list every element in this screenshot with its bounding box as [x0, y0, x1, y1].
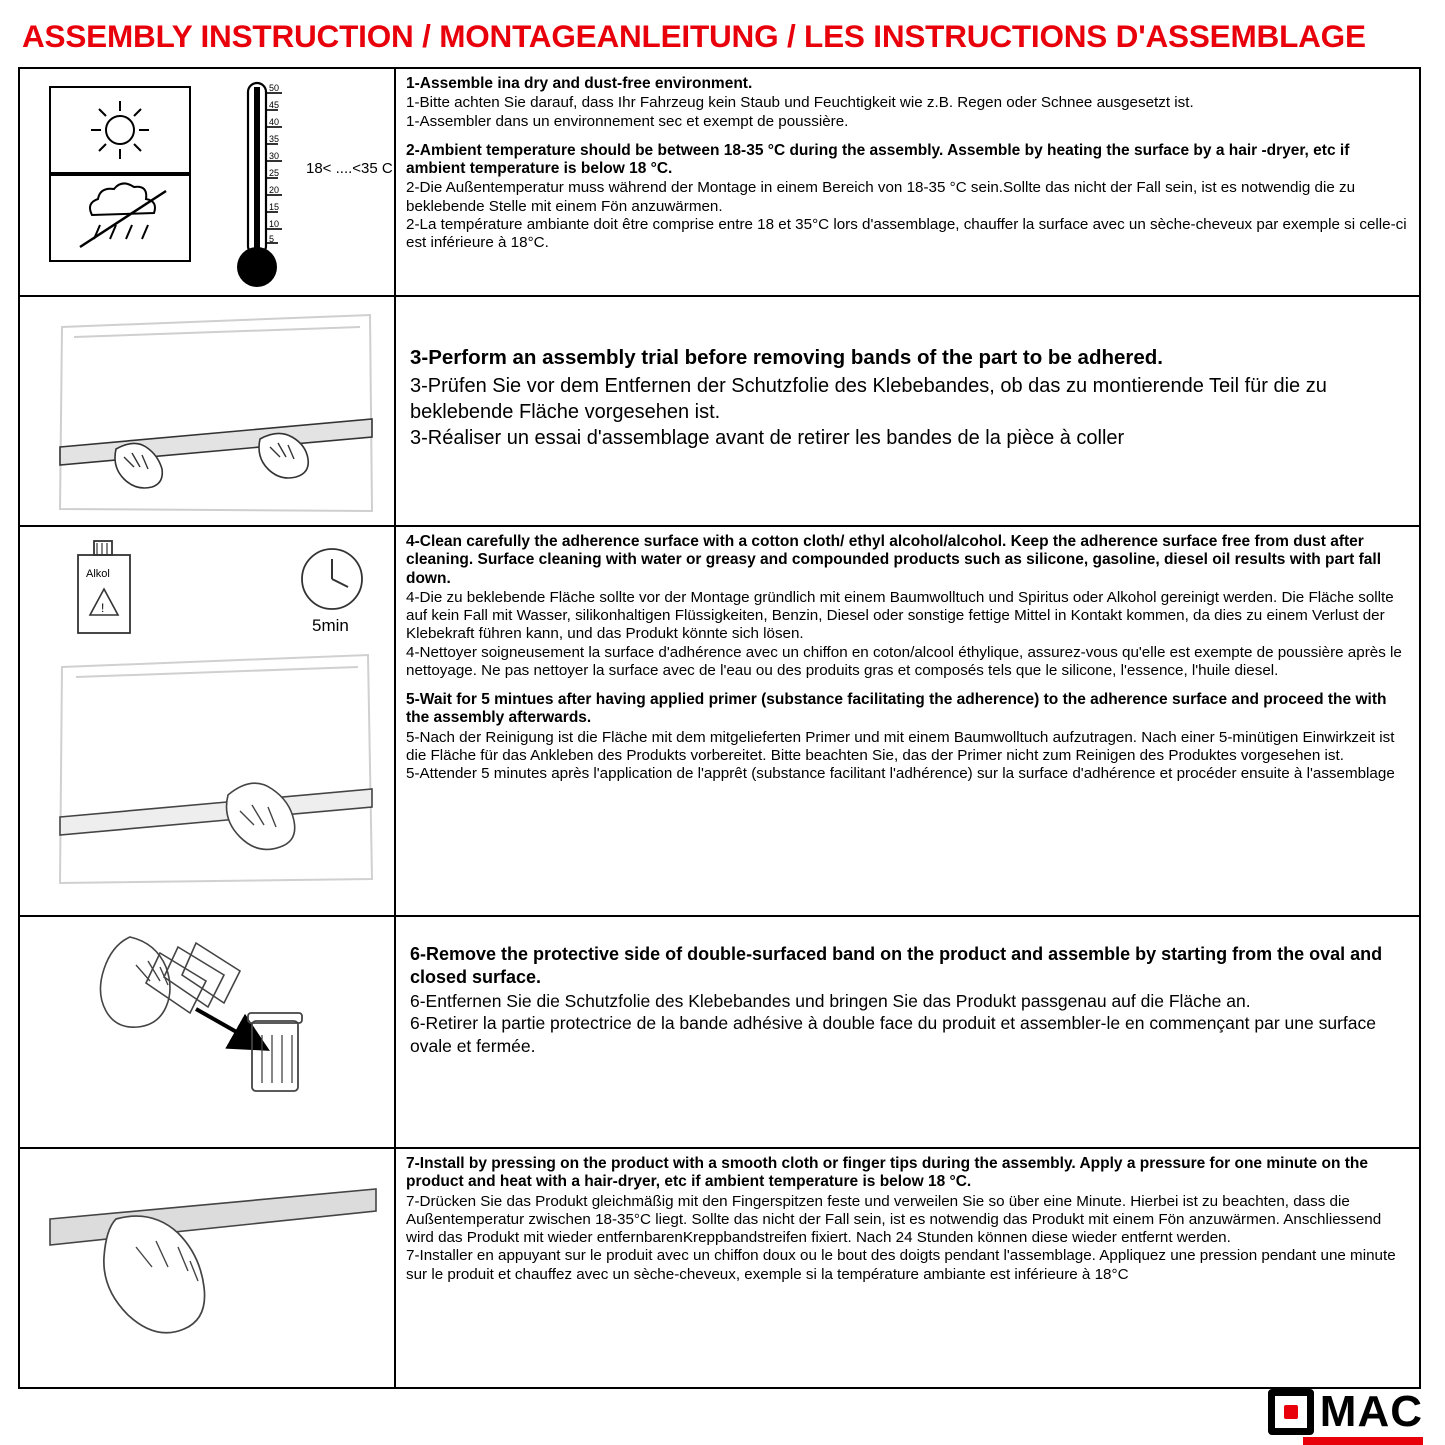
clock-label: 5min	[312, 616, 349, 635]
step-5-de: 5-Nach der Reinigung ist die Fläche mit dem mitgelieferten Primer und mit einem Baumwolltuch aufzutragen. Nach einer 5-minütigen Einwirkzeit ist die Fläche für das Ankleben des Produkts vorbereitet. Bitte beachten Sie, das der Primer nicht zum Reinigen des Produktes vorgesehen ist.	[406, 728, 1395, 764]
illustration-press-product	[20, 1149, 396, 1387]
step-7-de: 7-Drücken Sie das Produkt gleichmäßig mit den Fingerspitzen feste und verweilen Sie so über eine Minute. Hierbei ist zu beachten, dass die Außentemperatur zwischen 18-35°C liegt. Sollte das nicht der Fall sein, ist es notwendig das Produkt mit einem Fön anzuwärmen. Anschliessend wird das Produkt mit wieder entfernbarenKreppbandstreifen fixiert. Nach 24 Stunden können diese wieder entfernt werden.	[406, 1192, 1382, 1247]
step-7-fr: 7-Installer en appuyant sur le produit avec un chiffon doux ou le bout des doigts pendant l'assemblage. Appliquez une pression pendant une minute sur le produit et chauffez avec un sèche-cheveux, exemple si la température ambiante est inférieure à 18°C	[406, 1247, 1396, 1283]
table-row	[20, 297, 1419, 527]
bottle-label: Alkol	[86, 568, 110, 580]
svg-text:!: !	[101, 601, 105, 615]
svg-text:50: 50	[269, 83, 280, 93]
omac-logo	[1268, 1387, 1423, 1437]
step-7-head: 7-Install by pressing on the product with a smooth cloth or finger tips during the assembly. Apply a pressure for one minute on the product and heat with a hair-dryer, etc if ambient temperature is below 18 °C.	[406, 1155, 1368, 1191]
instruction-text-4-5	[396, 527, 1419, 915]
step-2-head: 2-Ambient temperature should be between 18-35 °C during the assembly. Assemble by heating the surface by a hair -dryer, etc if ambient temperature is below 18 °C.	[406, 141, 1350, 178]
instruction-text-3	[396, 297, 1419, 525]
svg-text:25: 25	[269, 168, 280, 178]
step-4-de: 4-Die zu beklebende Fläche sollte vor der Montage gründlich mit einem Baumwolltuch und Spiritus oder Alkohol gereinigt werden. Die Fläche sollte auf kein Fall mit Wasser, silikonhaltigen Flüssigkeiten, Benzin, Diesel oder sonstige fettige Mittel in Kontakt kommen, da dies zu einem Verlust der Klebekraft führen kann, und das Produkt könnte sich lösen.	[406, 588, 1394, 643]
svg-text:20: 20	[269, 185, 280, 195]
instruction-text-7	[396, 1149, 1419, 1387]
logo-o-mark	[1268, 1389, 1314, 1435]
table-row	[20, 527, 1419, 917]
step-2-de: 2-Die Außentemperatur muss während der Montage in einem Bereich von 18-35 °C sein.Sollte das nicht der Fall sein, ist es notwendig die zu beklebende Stelle mit einem Fön anzuwärmen.	[406, 179, 1356, 215]
svg-text:10: 10	[269, 219, 280, 229]
temperature-range-label: 18< ....<35 C	[306, 160, 393, 177]
illustration-assembly-trial	[20, 297, 396, 525]
svg-text:35: 35	[269, 134, 280, 144]
svg-text:5: 5	[269, 234, 275, 244]
instruction-text-6	[396, 917, 1419, 1147]
step-1-fr: 1-Assembler dans un environnement sec et exempt de poussière.	[406, 112, 849, 130]
instruction-text-1	[396, 69, 1419, 295]
step-6-fr: 6-Retirer la partie protectrice de la bande adhésive à double face du produit et assembler-le en commençant par une surface ovale et fermée.	[410, 1013, 1376, 1056]
step-1-head: 1-Assemble ina dry and dust-free environment.	[406, 75, 753, 92]
step-3-de: 3-Prüfen Sie vor dem Entfernen der Schutzfolie des Klebebandes, ob das zu montierende Teil für die zu beklebende Fläche vorgesehen ist.	[410, 374, 1327, 423]
svg-text:15: 15	[269, 202, 280, 212]
table-row	[20, 917, 1419, 1149]
step-2-fr: 2-La température ambiante doit être comprise entre 18 et 35°C lors d'assemblage, chauffer la surface avec un sèche-cheveux par exemple si celle-ci est inférieure à 18°C.	[406, 215, 1407, 252]
step-4-head: 4-Clean carefully the adherence surface with a cotton cloth/ ethyl alcohol/alcohol. Keep the adherence surface free from dust after cleaning. Surface cleaning with water or greasy and compounded products such as silicone, gasoline, diesel oil results with part fall down.	[406, 533, 1382, 587]
step-6-head: 6-Remove the protective side of double-surfaced band on the product and assemble by starting from the oval and closed surface.	[410, 944, 1383, 987]
step-4-fr: 4-Nettoyer soigneusement la surface d'adhérence avec un chiffon en coton/alcool éthylique, assurez-vous qu'elle est exempte de poussière après le nettoyage. Ne pas nettoyer la surface avec de l'eau ou des produits gras et composés tels que le silicone, l'essence, l'huile diesel.	[406, 643, 1402, 679]
svg-text:40: 40	[269, 117, 280, 127]
step-3-head: 3-Perform an assembly trial before removing bands of the part to be adhered.	[410, 346, 1163, 369]
step-3-fr: 3-Réaliser un essai d'assemblage avant de retirer les bandes de la pièce à coller	[410, 426, 1125, 449]
svg-text:30: 30	[269, 151, 280, 161]
logo-text: MAC	[1319, 1387, 1423, 1436]
instruction-table	[18, 67, 1421, 1389]
table-row	[20, 69, 1419, 297]
logo-accent-bar	[1303, 1437, 1423, 1445]
illustration-remove-film	[20, 917, 396, 1147]
illustration-dry-dust-free	[20, 69, 396, 295]
step-1-de: 1-Bitte achten Sie darauf, dass Ihr Fahrzeug kein Staub und Feuchtigkeit wie z.B. Regen oder Schnee ausgesetzt ist.	[406, 94, 1194, 112]
table-row	[20, 1149, 1419, 1389]
svg-text:45: 45	[269, 100, 280, 110]
step-6-de: 6-Entfernen Sie die Schutzfolie des Klebebandes und bringen Sie das Produkt passgenau auf die Fläche an.	[410, 991, 1251, 1011]
step-5-fr: 5-Attender 5 minutes après l'application de l'apprêt (substance facilitant l'adhérence) sur la surface d'adhérence et procéder ensuite à l'assemblage	[406, 765, 1395, 783]
illustration-clean-and-primer	[20, 527, 396, 915]
page-title: ASSEMBLY INSTRUCTION / MONTAGEANLEITUNG / LES INSTRUCTIONS D'ASSEMBLAGE	[22, 18, 1366, 54]
step-5-head: 5-Wait for 5 mintues after having applied primer (substance facilitating the adherence) to the adherence surface and proceed the with the assembly afterwards.	[406, 691, 1387, 727]
